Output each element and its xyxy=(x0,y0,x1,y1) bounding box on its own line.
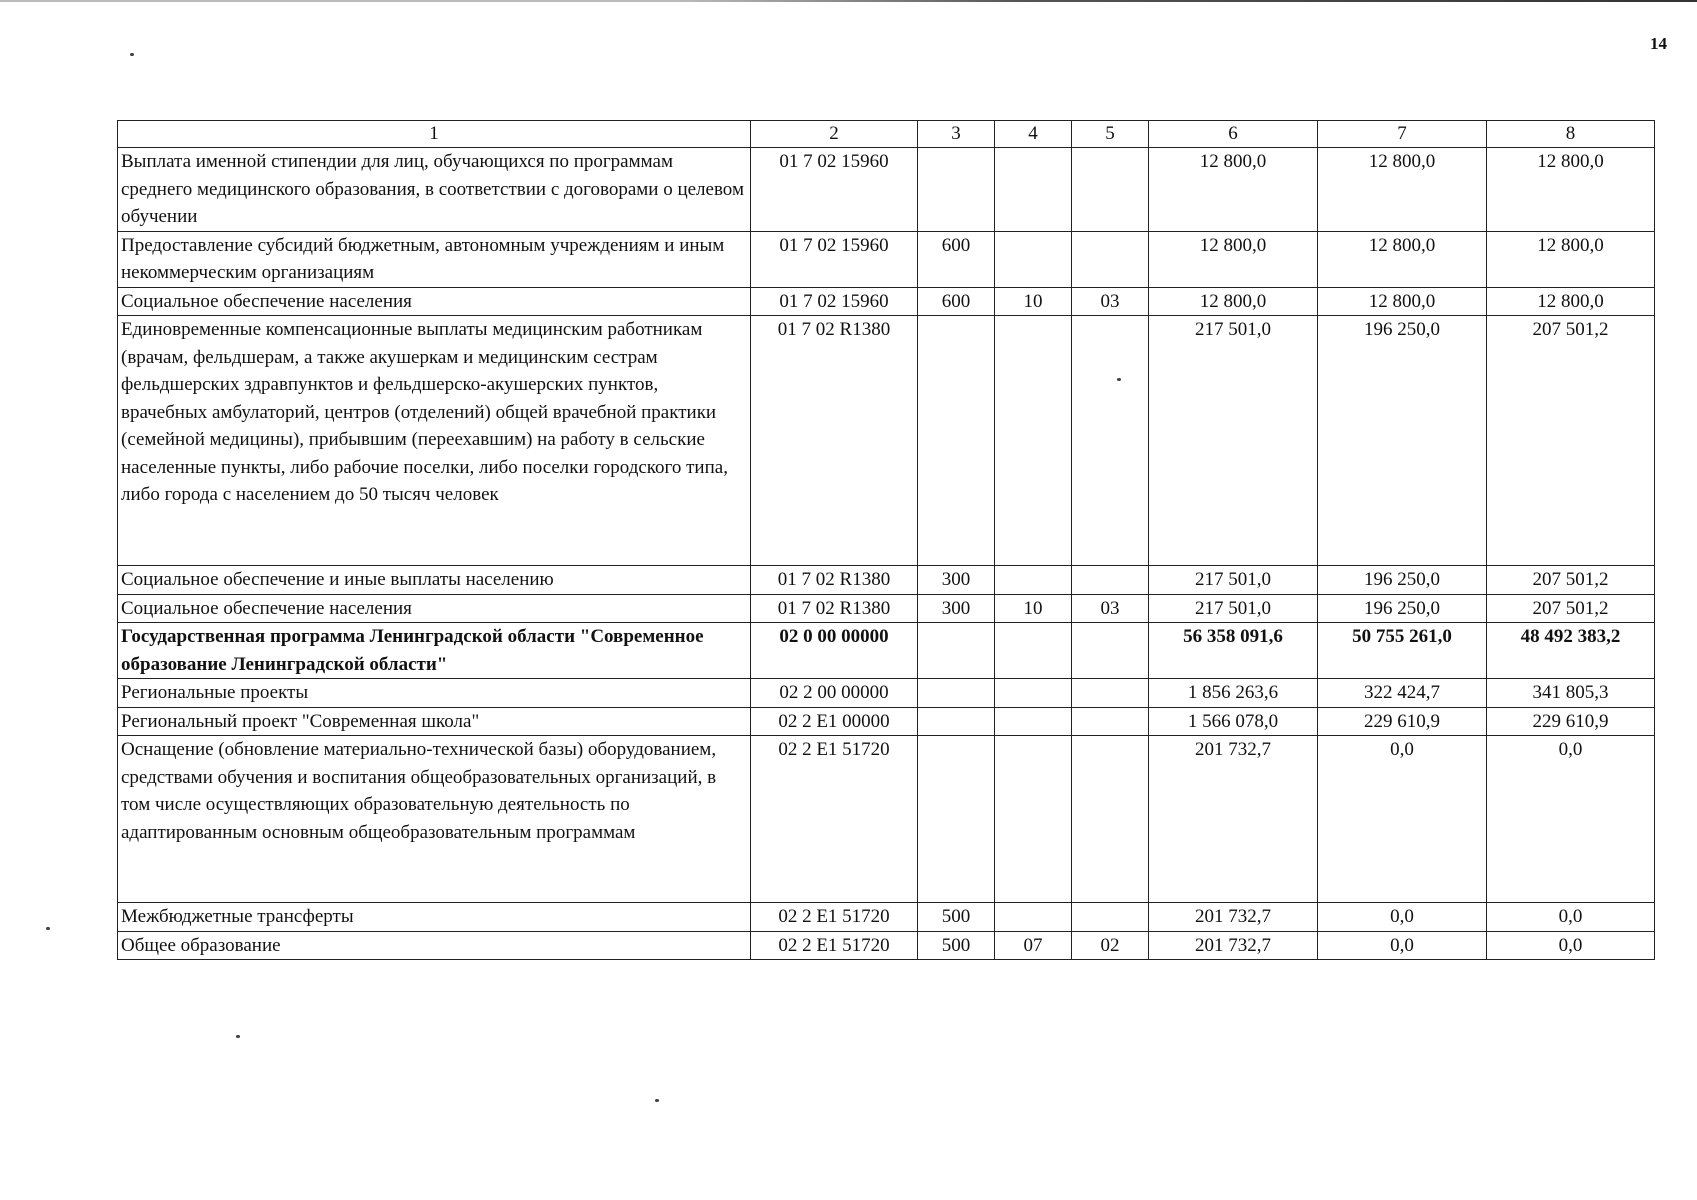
row-name: Социальное обеспечение населения xyxy=(118,594,751,623)
row-name: Единовременные компенсационные выплаты медицинским работникам (врачам, фельдшерам, а также акушеркам и медицинским сестрам фельдшерских здравпунктов и фельдшерско-акушерских пунктов, врачебных амбулаторий, центров (отделений) общей врачебной практики (семейной медицины), прибывшим (переехавшим) на работу в сельские населенные пункты, либо рабочие поселки, либо поселки городского типа, либо города с населением до 50 тысяч человек xyxy=(118,316,751,566)
row-col4 xyxy=(995,623,1072,679)
row-col5: 03 xyxy=(1072,287,1149,316)
header-cell: 7 xyxy=(1318,121,1487,148)
row-name: Общее образование xyxy=(118,931,751,960)
row-col3 xyxy=(918,316,995,566)
page-number: 14 xyxy=(1650,34,1667,53)
row-col4 xyxy=(995,679,1072,708)
row-col3 xyxy=(918,707,995,736)
row-value-7: 196 250,0 xyxy=(1318,594,1487,623)
row-value-8: 12 800,0 xyxy=(1487,287,1655,316)
row-value-8: 207 501,2 xyxy=(1487,316,1655,566)
row-value-8: 229 610,9 xyxy=(1487,707,1655,736)
top-rule xyxy=(0,0,1697,2)
row-name: Социальное обеспечение и иные выплаты населению xyxy=(118,566,751,595)
row-value-6: 12 800,0 xyxy=(1149,148,1318,232)
row-col3: 500 xyxy=(918,903,995,932)
header-cell: 6 xyxy=(1149,121,1318,148)
row-value-8: 207 501,2 xyxy=(1487,594,1655,623)
table-row xyxy=(118,566,1655,595)
row-col5 xyxy=(1072,566,1149,595)
row-col4 xyxy=(995,231,1072,287)
row-code: 02 2 00 00000 xyxy=(751,679,918,708)
row-value-8: 0,0 xyxy=(1487,931,1655,960)
row-value-7: 196 250,0 xyxy=(1318,316,1487,566)
table-row xyxy=(118,287,1655,316)
row-value-7: 12 800,0 xyxy=(1318,231,1487,287)
row-col3 xyxy=(918,736,995,903)
row-value-8: 207 501,2 xyxy=(1487,566,1655,595)
row-value-6: 12 800,0 xyxy=(1149,231,1318,287)
row-col4 xyxy=(995,566,1072,595)
row-code: 01 7 02 R1380 xyxy=(751,316,918,566)
row-col4 xyxy=(995,707,1072,736)
row-value-7: 322 424,7 xyxy=(1318,679,1487,708)
header-cell: 4 xyxy=(995,121,1072,148)
scan-speck xyxy=(655,1099,659,1102)
row-value-8: 341 805,3 xyxy=(1487,679,1655,708)
row-value-6: 12 800,0 xyxy=(1149,287,1318,316)
row-col4 xyxy=(995,903,1072,932)
row-value-7: 196 250,0 xyxy=(1318,566,1487,595)
row-col5 xyxy=(1072,736,1149,903)
row-name: Государственная программа Ленинградской области "Современное образование Ленинградской области" xyxy=(118,623,751,679)
row-col4: 07 xyxy=(995,931,1072,960)
row-name: Предоставление субсидий бюджетным, автономным учреждениям и иным некоммерческим организациям xyxy=(118,231,751,287)
header-cell: 2 xyxy=(751,121,918,148)
row-value-7: 12 800,0 xyxy=(1318,148,1487,232)
row-code: 02 2 E1 00000 xyxy=(751,707,918,736)
row-value-7: 0,0 xyxy=(1318,903,1487,932)
table-row xyxy=(118,736,1655,903)
row-col4 xyxy=(995,148,1072,232)
row-col5 xyxy=(1072,623,1149,679)
row-name: Межбюджетные трансферты xyxy=(118,903,751,932)
table-row xyxy=(118,148,1655,232)
row-code: 02 2 E1 51720 xyxy=(751,903,918,932)
header-cell: 3 xyxy=(918,121,995,148)
budget-table xyxy=(117,120,1655,960)
row-value-8: 12 800,0 xyxy=(1487,231,1655,287)
row-value-6: 56 358 091,6 xyxy=(1149,623,1318,679)
row-col3 xyxy=(918,623,995,679)
row-name: Социальное обеспечение населения xyxy=(118,287,751,316)
row-col3 xyxy=(918,679,995,708)
table-row xyxy=(118,231,1655,287)
row-name: Региональный проект "Современная школа" xyxy=(118,707,751,736)
table-row xyxy=(118,931,1655,960)
row-value-7: 0,0 xyxy=(1318,736,1487,903)
table-row xyxy=(118,316,1655,566)
row-code: 01 7 02 15960 xyxy=(751,231,918,287)
row-code: 01 7 02 R1380 xyxy=(751,566,918,595)
scan-speck xyxy=(236,1035,240,1038)
row-col3: 500 xyxy=(918,931,995,960)
row-col5 xyxy=(1072,231,1149,287)
row-col3: 600 xyxy=(918,231,995,287)
row-col3: 600 xyxy=(918,287,995,316)
row-col5 xyxy=(1072,148,1149,232)
row-col4 xyxy=(995,736,1072,903)
row-value-6: 1 856 263,6 xyxy=(1149,679,1318,708)
row-col3 xyxy=(918,148,995,232)
row-value-8: 48 492 383,2 xyxy=(1487,623,1655,679)
row-name: Выплата именной стипендии для лиц, обучающихся по программам среднего медицинского образования, в соответствии с договорами о целевом обучении xyxy=(118,148,751,232)
table-row xyxy=(118,679,1655,708)
row-value-6: 217 501,0 xyxy=(1149,316,1318,566)
row-code: 01 7 02 15960 xyxy=(751,287,918,316)
row-col5 xyxy=(1072,707,1149,736)
row-code: 02 2 E1 51720 xyxy=(751,736,918,903)
row-value-7: 50 755 261,0 xyxy=(1318,623,1487,679)
row-col5 xyxy=(1072,316,1149,566)
row-value-6: 201 732,7 xyxy=(1149,903,1318,932)
row-col3: 300 xyxy=(918,566,995,595)
header-cell: 8 xyxy=(1487,121,1655,148)
row-col3: 300 xyxy=(918,594,995,623)
table-row xyxy=(118,594,1655,623)
row-value-8: 0,0 xyxy=(1487,736,1655,903)
row-col5 xyxy=(1072,903,1149,932)
row-col4 xyxy=(995,316,1072,566)
header-cell: 1 xyxy=(118,121,751,148)
row-code: 01 7 02 15960 xyxy=(751,148,918,232)
table-header-row xyxy=(118,121,1655,148)
row-col5 xyxy=(1072,679,1149,708)
row-value-6: 1 566 078,0 xyxy=(1149,707,1318,736)
row-value-8: 0,0 xyxy=(1487,903,1655,932)
row-col4: 10 xyxy=(995,594,1072,623)
table-row xyxy=(118,903,1655,932)
row-code: 02 0 00 00000 xyxy=(751,623,918,679)
row-col5: 03 xyxy=(1072,594,1149,623)
scan-speck xyxy=(1117,378,1121,381)
row-value-7: 229 610,9 xyxy=(1318,707,1487,736)
row-code: 01 7 02 R1380 xyxy=(751,594,918,623)
row-name: Региональные проекты xyxy=(118,679,751,708)
row-col4: 10 xyxy=(995,287,1072,316)
scan-speck xyxy=(130,53,134,56)
row-code: 02 2 E1 51720 xyxy=(751,931,918,960)
row-value-6: 217 501,0 xyxy=(1149,566,1318,595)
row-value-6: 201 732,7 xyxy=(1149,736,1318,903)
scan-speck xyxy=(46,927,50,930)
row-value-6: 217 501,0 xyxy=(1149,594,1318,623)
row-name: Оснащение (обновление материально-технической базы) оборудованием, средствами обучения и воспитания общеобразовательных организаций, в том числе осуществляющих образовательную деятельность по адаптированным основным общеобразовательным программам xyxy=(118,736,751,903)
row-value-7: 12 800,0 xyxy=(1318,287,1487,316)
table-row-program xyxy=(118,623,1655,679)
table-row xyxy=(118,707,1655,736)
row-value-6: 201 732,7 xyxy=(1149,931,1318,960)
header-cell: 5 xyxy=(1072,121,1149,148)
row-col5: 02 xyxy=(1072,931,1149,960)
row-value-8: 12 800,0 xyxy=(1487,148,1655,232)
row-value-7: 0,0 xyxy=(1318,931,1487,960)
